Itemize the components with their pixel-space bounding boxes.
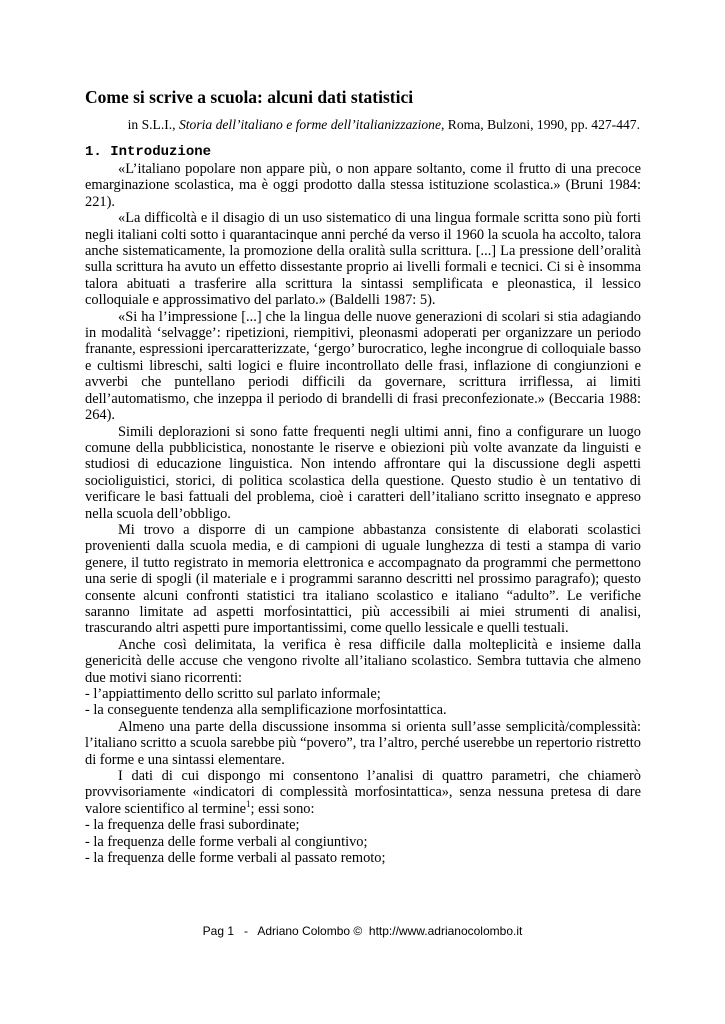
paragraph-1: «L’italiano popolare non appare più, o non appare soltanto, come il frutto di una precoce emarginazione scolastica, ma è oggi prodotto dalla stessa istituzione scolastica.» (Bruni 1984: 221). bbox=[85, 161, 641, 210]
list-item: - la frequenza delle frasi subordinate; bbox=[85, 817, 300, 834]
list-item: - la frequenza delle forme verbali al passato remoto; bbox=[85, 850, 386, 867]
paragraph-7: Almeno una parte della discussione insomma si orienta sull’asse semplicità/complessità: l’italiano scritto a scuola sarebbe più “povero”, tra l’altro, perché userebbe un repertorio ristretto di forme e una sintassi elementare. bbox=[85, 718, 641, 768]
list-item: - la frequenza delle forme verbali al congiuntivo; bbox=[85, 833, 368, 850]
list-item: - la conseguente tendenza alla semplificazione morfosintattica. bbox=[85, 702, 447, 719]
footnote-reference[interactable]: 1 bbox=[246, 799, 251, 810]
source-citation bbox=[85, 116, 641, 134]
section-heading: 1. Introduzione bbox=[85, 144, 212, 160]
paragraph-8-tail: ; essi sono: bbox=[250, 800, 315, 817]
paragraph-8 bbox=[85, 768, 641, 817]
source-suffix: , Roma, Bulzoni, 1990, pp. 427-447. bbox=[441, 117, 640, 132]
document-body bbox=[85, 86, 641, 866]
list-item: - l’appiattimento dello scritto sul parlato informale; bbox=[85, 686, 381, 702]
paragraph-4: Simili deplorazioni si sono fatte frequenti negli ultimi anni, fino a configurare un luogo comune della pubblicistica, nonostante le riserve e obiezioni più volte avanzate da linguisti e studiosi di educazione linguistica. Non intendo affrontare qui la discussione degli aspetti socioliguistici, storici, di politica scolastica della questione. Questo studio è un tentativo di verificare le basi fattuali del problema, cioè i caratteri dell’italiano scritto insegnato e appreso nella scuola dell’obbligo. bbox=[85, 423, 641, 522]
paragraph-6: Anche così delimitata, la verifica è resa difficile dalla molteplicità e insieme dalla genericità delle accuse che vengono rivolte all’italiano scolastico. Sembra tuttavia che almeno due motivi siano ricorrenti: bbox=[85, 636, 641, 686]
paragraph-2: «La difficoltà e il disagio di un uso sistematico di una lingua formale scritta sono più forti negli italiani colti sotto i quarantacinque anni perché da verso il 1960 la scuola ha accolto, talora anche sistematicamente, la promozione della oralità sulla scrittura. [...] La pressione dell’oralità sulla scrittura ha avuto un effetto dissestante proprio ai livelli formali e tecnici. Ci si è insomma talora abituati a trasferire alla scrittura la sintassi semplificata e pleonastica, il lessico colloquiale e approssimativo del parlato.» (Baldelli 1987: 5). bbox=[85, 210, 641, 309]
source-work-title: Storia dell’italiano e forme dell’italianizzazione bbox=[178, 117, 441, 132]
paragraph-3: «Si ha l’impressione [...] che la lingua delle nuove generazioni di scolari si stia adagiando in modalità ‘selvagge’: ripetizioni, riempitivi, pleonasmi adoperati per organizzare un periodo franante, espressioni ipercaratterizzate, ‘gergo’ burocratico, leghe incongrue di colloquiale basso e cultismi libreschi, salti logici e fluire incontrollato delle frasi, inflazione di congiunzioni e avverbi che puntellano periodi difficili da governare, scrittura irriflessa, ai limiti dell’automatismo, che inzeppa il periodo di brandelli di frasi preconfezionate.» (Beccaria 1988: 264). bbox=[85, 308, 641, 424]
source-prefix: in S.L.I., bbox=[127, 117, 179, 132]
paragraph-5: Mi trovo a disporre di un campione abbastanza consistente di elaborati scolastici provenienti dalla scuola media, e di campioni di uguale lunghezza di testi a stampa di vario genere, il tutto registrato in memoria elettronica e accompagnato da programmi che permettono una serie di spogli (il materiale e i programmi saranno descritti nel prossimo paragrafo); questo consente alcuni confronti statistici tra italiano scolastico e italiano “adulto”. Le verifiche saranno limitate ad aspetti morfosintattici, più accessibili ai miei strumenti di analisi, trascurando altri aspetti pure importantissimi, come quello lessicale e quelli testuali. bbox=[85, 521, 641, 637]
document-title: Come si scrive a scuola: alcuni dati statistici bbox=[85, 87, 414, 107]
paragraph-8-text: I dati di cui dispongo mi consentono l’analisi di quattro parametri, che chiamerò provvisoriamente «indicatori di complessità morfosintattica», senza nessuna pretesa di dare valore scientifico al termine bbox=[85, 768, 641, 817]
page-footer: Pag 1 - Adriano Colombo © http://www.adrianocolombo.it bbox=[202, 924, 523, 938]
